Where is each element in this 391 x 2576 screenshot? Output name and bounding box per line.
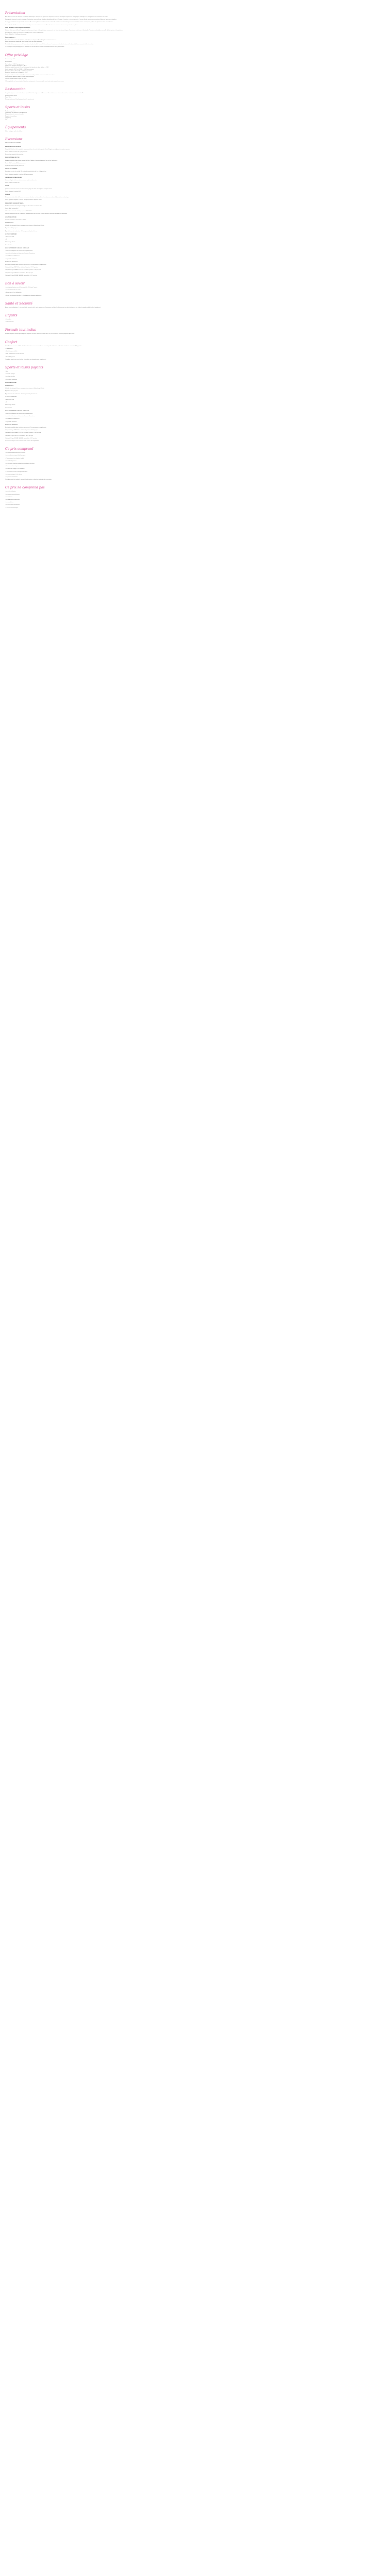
list-item: Randonnée pédestre — [5, 110, 16, 112]
enfants-line: - Chaises hautes — [5, 321, 14, 323]
excursions-note: Informations et tarifs valables jusqu'au 31/10/2019 — [5, 211, 32, 212]
transport-line: - Franchise obligatoire en assurance complémentaire — [5, 250, 33, 252]
list-item: Réduction enfant (moins de 12 ans) partageant la chambre de deux adultes : - 195 € — [5, 67, 50, 69]
restauration-list — [5, 95, 236, 100]
excursion-line: Durée : journée complète / environ 72 € par personne, déjeuner inclus — [5, 199, 42, 201]
presentation-paragraph: Paysages de lagunes de cratère, champs d'hortensias, sources d'eaux chaudes, plantations de thé et d'ananas : la nature y est omniprésente. L'océan offre de nombreuses occasions d'observer baleines et dauphins. — [5, 19, 117, 21]
transport-title: AVEC SUPPLÉMENT À RÉGLER SUR PLACE — [5, 247, 29, 249]
list-item: Supplément chambre individuelle : 285 € — [5, 65, 27, 67]
category-line: Catégorie C type VW POLO ou similaire : 45 € par jour — [5, 272, 33, 274]
heading-restauration: Restauration — [5, 88, 26, 92]
excursion-title: PARC NATIONAL DE L'ÎLE — [5, 157, 20, 159]
confort-text: Hôtel 4 étoiles au cœur de l'île, chambres climatisées avec vue sur la mer ou sur le jardin, télévision, coffre-fort, mini-bar et connexion Wifi gratuite. — [5, 345, 82, 347]
category-line: Catégorie A type FIAT 500 ou similaire (3 portes) : 32 € par jour — [5, 430, 38, 431]
ne-comprend-line: - Les repas non mentionnés — [5, 494, 20, 495]
formule-text: Pension complète incluant petit-déjeuner, déjeuner et dîner, boissons à table (eau, vin, jus de fruits) et activités proposées par l'hôtel. — [5, 333, 75, 335]
heading-confort: Confort — [5, 340, 18, 344]
restauration-text: Les petits-déjeuners sont inclus chaque jour à l'hôtel. Les déjeuners et dîners sont libres afin de vous laisser découvrir les nombreux restaurants de l'île. — [5, 93, 84, 94]
excursion-title: CATHÉDRALE ROYALE DU ROY — [5, 177, 23, 178]
closing-paragraph: Ce circuit peut être prolongé par une extension sur les îles de Pico et Faial. Demandez-nous un devis personnalisé. — [5, 46, 64, 48]
transport-line: - Le conducteur additionnel — [5, 256, 20, 257]
list-item: Durée : 5 h à 6 h / 3 à 4 jours de marche. — [5, 34, 27, 36]
bon-savoir-line: - Aucun vaccin n'est obligatoire. — [5, 292, 22, 294]
sante-text: Aucun vaccin obligatoire. Il est conseillé de se munir de la carte européenne d'assurance maladie. Les Açores sont une destination sûre, les règles de prudence habituelles s'appliquent. — [5, 307, 101, 308]
sports2-line: - Location de vélos — [5, 376, 15, 378]
ce-prix-line: - Les taxes aéroport et de séjour — [5, 473, 22, 475]
sports2-line: - Spa — [5, 370, 8, 372]
list-item: Réduction 3e adulte en lit d'appoint : - 75 € — [5, 72, 28, 74]
list-item: Observation des baleines et des dauphins — [5, 112, 27, 114]
tarifs-list — [5, 64, 236, 74]
heading-equipements: Équipements — [5, 126, 26, 130]
transport-title: LE PRIX COMPREND — [5, 233, 17, 235]
category-line: Catégorie B type RENAULT CLIO ou similaire (5 portes) : 38 € par jour — [5, 432, 41, 434]
excursion-line: Durée : 2 h 30 / environ 36 € par personne — [5, 151, 27, 152]
sports-list — [5, 111, 236, 121]
ce-prix-line: - L'assurance tous risques — [5, 466, 19, 467]
list-item: Plongée et snorkeling — [5, 115, 17, 117]
heading-sports: Sports et loisirs — [5, 105, 30, 109]
list-item: Baignade dans les sources chaudes — [5, 114, 24, 115]
location2-line: - Le conducteur additionnel — [5, 418, 20, 420]
excursion-line: Durée : 1 h 30 / environ 18 € — [5, 182, 20, 184]
ce-prix-line: - La voiture de location pendant toute la durée du séjour — [5, 463, 35, 464]
heading-presentation: Présentation — [5, 11, 25, 15]
list-item: Dîner au restaurant Casa Açoriana inclus le premier soir — [5, 98, 35, 100]
location2-line: Âge minimum du conducteur : 21 ans, permis de plus d'un an. — [5, 393, 38, 395]
excursions-intro: DÉCOUVERTE & ÉCHAPPÉES — [5, 143, 22, 144]
confort-line: - Accès Wifi gratuit — [5, 356, 15, 358]
ce-prix-note: Tarifs donnés à titre indicatif, susceptibles d'évoluer en fonction de la date de réservation. — [5, 479, 52, 481]
list-item: Excursion d'observation des baleines et dauphins au départ de Ponta Delgada, sortie d'environ 3 h. — [5, 39, 57, 41]
heading-ne-comprend: Ce prix ne comprend pas — [5, 486, 45, 490]
bon-savoir-line: - Le décalage horaire avec la France est de - 2 h toute l'année. — [5, 287, 38, 289]
excursion-title: BALADE À LA DÉCOUVERTE — [5, 146, 21, 147]
excursion-line: Départ de l'hôtel tous les jours à 9 h. — [5, 165, 25, 166]
enfants-line: - Lits bébés — [5, 319, 11, 320]
bon-savoir-line: - La monnaie locale est l'euro. — [5, 290, 21, 291]
presentation-paragraph: Ce voyage en liberté vous permet de découvrir l'île à votre rythme, au volant de votre voiture de location, avec des hébergements confortables et des conseils pour profiter des plus beaux sites de randonnée. — [5, 22, 113, 23]
transport-title: FORMULE VTO — [5, 223, 14, 224]
confort-line: - Télévision par satellite — [5, 351, 18, 352]
category-line: Catégorie A type FIAT 500 ou similaire (3 portes) : 32 € par jour — [5, 267, 38, 268]
offre-line: Vos avantages Offre — [5, 58, 16, 60]
highlight-text: Situé en plein cœur de Ponta Delgada, à quelques pas du port et des principaux monuments, cet hôtel de charme dispose d'une piscine extérieure et d'un jardin. Chambres confortables avec salle de bain privée et climatisation. — [5, 30, 123, 31]
excursion-line: Durée : 4 h / environ 45 € — [5, 208, 19, 209]
heading-formule: Formule tout inclus — [5, 328, 36, 332]
excursion-line: Réservation auprès de la réception. — [5, 154, 24, 156]
list-item: Tarif de base : 1 035 € par personne — [5, 64, 24, 65]
ce-prix-line: - Les vols internationaux aller et retour — [5, 452, 26, 454]
location2-line: Kilométrage illimité — [5, 404, 15, 406]
confort-line: - Salle de bains avec sèche-cheveux — [5, 353, 24, 355]
list-item: Petits-déjeuners inclus — [5, 95, 17, 97]
excursion-line: Randonnée autour de la Lagoa do Fogo, lac de cratère au cœur de l'île. — [5, 205, 42, 207]
sports2-line: - Excursions en bateau — [5, 379, 17, 380]
transport-line: Véhicule de catégorie A avec assurance tous risques et kilométrage illimité. — [5, 225, 44, 227]
excursion-line: Journée au bord de l'océan avec accès à une plage de sable volcanique et transport inclus. — [5, 188, 53, 190]
excursion-line: Visite de l'église et de son trésor avec un guide conférencier. — [5, 179, 37, 181]
ce-prix-line: - L'hébergement en chambre double — [5, 457, 24, 459]
location2-line: - Le plein de carburant — [5, 421, 17, 422]
location2-heading: LOCATION VOITURE — [5, 382, 17, 383]
excursion-line: Durée : journée / environ 40 € — [5, 191, 21, 192]
ce-prix-line: - Les petits-déjeuners — [5, 460, 17, 462]
list-item: Taxes de séjour locales à régler sur place. — [5, 78, 27, 79]
tarifs-closing: Offre applicable sur les prestations hôtelières uniquement et non cumulable avec toute autre promotion en cours. — [5, 80, 64, 82]
ne-comprend-line: - Les excursions facultatives — [5, 504, 20, 506]
heading-ce-prix: Ce prix comprend — [5, 447, 34, 451]
excursion-line: Durée : 5 h / environ 48 € par personne — [5, 162, 26, 164]
transport-line: Taxes locales — [5, 244, 12, 246]
closing-paragraph: Tarifs indicatifs par personne sur la base d'une chambre double, hors vols internationaux. Les prix varient selon la saison et les disponibilités au moment de la réservation. — [5, 44, 94, 45]
confort-note: Chambres supérieures avec balcon disponibles sur demande avec supplément. — [5, 359, 46, 360]
category-line: Catégorie D type NISSAN QASHQAI ou similaire : 62 € par jour — [5, 275, 38, 276]
location2-supp-title: AVEC SUPPLÉMENT À RÉGLER SUR PLACE — [5, 410, 29, 412]
content-column — [0, 0, 391, 509]
location2-line: - Les frais de livraison en dehors des horaires d'ouverture — [5, 416, 35, 417]
ce-prix-line: - Le carnet de voyage et le road-book — [5, 468, 25, 470]
location2-line: - Franchise obligatoire en assurance complémentaire — [5, 413, 33, 414]
location2-line: Restitution possible dans toutes les agences de l'île moyennant un supplément. — [5, 427, 47, 428]
excursion-title: SOLEIL — [5, 185, 9, 187]
category-line: Catégorie B type RENAULT CLIO ou similaire (5 portes) : 38 € par jour — [5, 269, 41, 271]
ne-comprend-line: - Les pourboires — [5, 502, 14, 503]
location2-line: Taxes locales — [5, 407, 12, 409]
excursion-line: Découverte de la vallée de Furnas, ses sources chaudes, ses fumerolles et son fameux cozido cuit dans la terre volcanique. — [5, 197, 69, 198]
transport-line: Tarifs et conditions, réservation à l'hôtel. — [5, 219, 26, 221]
location2-line: - TP — [5, 402, 7, 403]
transport-line: - Le plein de carburant — [5, 258, 17, 260]
transport-line: À partir de 32 € par jour. — [5, 228, 18, 229]
supplement-title: Nous suggérons : — [5, 37, 15, 38]
list-item: Repas libres — [5, 97, 12, 98]
offre-line: Réservez-tôt — [5, 61, 12, 62]
list-item: Petit-déjeuner et dîner au restaurant Casa Açoriana, cuisine traditionnelle. — [5, 32, 44, 34]
ne-comprend-line: - L'assurance multirisque — [5, 507, 19, 509]
heading-offre: Offre privilège — [5, 53, 28, 57]
list-item: Période de Noël et Nouvel An : + 85 € par personne — [5, 70, 32, 72]
list-item: Golf — [5, 118, 8, 120]
transport-title: RENVOI DE VÉHICULE — [5, 261, 18, 263]
presentation-paragraph: Un road-book détaillé vous est remis avant le départ avec des itinéraires conseillés et les bonnes adresses de nos correspondants sur place. — [5, 24, 78, 26]
excursion-line: Durée : journée complète / environ 65 € par personne — [5, 174, 34, 175]
ce-prix-line: - La garantie annulation — [5, 477, 18, 478]
ce-prix-line: - L'assistance de notre correspondant local — [5, 471, 27, 472]
location2-line: - Assurance CDW — [5, 399, 14, 400]
location2-closing: Tarifs communiqués à titre indicatif, sous réserve de disponibilité. — [5, 440, 39, 442]
excursion-line: Randonnée guidée dans le parc naturel de Sete Cidades et ses lacs jumeaux, l'un vert et l'autre bleu. — [5, 160, 58, 161]
transport-line: - TP — [5, 239, 7, 241]
list-item: Les tarifs sont garantis jusqu'à 90 jours avant le départ. — [5, 76, 35, 78]
location2-line: Véhicule de catégorie A avec assurance tous risques et kilométrage illimité. — [5, 388, 44, 389]
ne-comprend-line: - Les frais de dossier — [5, 491, 16, 493]
heading-sports-payants: Sports et loisirs payants — [5, 365, 43, 369]
excursion-line: Départ de l'hôtel en fin de matinée, promenade dans le centre historique de Ponta Delgada, ses églises et ses places pavées. — [5, 148, 70, 150]
location2-comprend-title: LE PRIX COMPREND — [5, 396, 17, 398]
category-line: Catégorie D type NISSAN QASHQAI ou similaire : 62 € par jour — [5, 437, 38, 439]
tarifs-notes — [5, 75, 236, 80]
ce-prix-line: - Les transferts aéroport-hôtel-aéroport — [5, 455, 26, 456]
ne-comprend-line: - Les dépenses personnelles — [5, 499, 20, 501]
location2-line: À partir de 32 € par jour. — [5, 391, 18, 392]
excursion-title: FURNAS — [5, 194, 10, 195]
confort-line: - Climatisation — [5, 348, 13, 349]
list-item: Canyoning — [5, 117, 11, 118]
excursion-title: SUD DE LA DOMAINE — [5, 168, 18, 170]
extras-list — [5, 32, 236, 36]
list-item: Entrée aux sources chaudes de Terra Nostra, accès au jardin botanique. — [5, 41, 42, 43]
presentation-paragraph: À 1115 km à l'ouest de Lisbonne, au cœur de l'Atlantique, l'archipel des Açores est composé de neuf îles volcaniques réparties en trois groupes. São Miguel, la plus grande, est surnommée l'île verte. — [5, 16, 108, 18]
sports2-line: - Cours de plongée — [5, 374, 15, 375]
heading-enfants: Enfants — [5, 314, 18, 318]
transport-line: - Les frais de livraison en dehors des horaires d'ouverture — [5, 253, 35, 255]
excursion-line: Excursion vers la côte sud de l'île, visite d'une plantation de thé et dégustation. — [5, 171, 46, 173]
transport-line: Restitution possible dans toutes les agences de l'île moyennant un supplément. — [5, 264, 47, 266]
highlight-label: Hôtel Talisman, Ponta Delgada ou similaire — [5, 27, 30, 28]
location2-renvoi-title: RENVOI DE VÉHICULE — [5, 424, 18, 426]
transport-line: - Assurance CDW — [5, 236, 14, 238]
heading-excursions: Excursions — [5, 138, 23, 142]
list-item: Les prix sont donnés à titre indicatif et sont soumis à disponibilité au moment de la réservation. — [5, 75, 55, 76]
transport-intro: Vous ne manquerez de rien : transferts aéroport-hôtel aller et retour inclus, voiture de location disponible sur demande. — [5, 213, 68, 215]
supplements-list — [5, 40, 236, 43]
category-line: Catégorie C type VW POLO ou similaire : 45 € par jour — [5, 435, 33, 436]
bon-savoir-line: - Prévoir un vêtement de pluie, le climat pouvant changer rapidement. — [5, 295, 42, 296]
transport-line: Kilométrage illimité — [5, 242, 15, 243]
transport-title: LOCATION VOITURE — [5, 216, 17, 218]
heading-sante: Santé et Sécurité — [5, 301, 32, 306]
excursion-title: RANDONNÉE LAGUNA ET NAIXA — [5, 202, 24, 204]
location2-formule-title: FORMULE VTO — [5, 385, 14, 386]
ne-comprend-line: - Les boissons — [5, 496, 13, 498]
equipements-text: Salon, boutique, salle de coiffure. — [5, 131, 23, 132]
list-item: Haute saison du 01/07 au 31/08 : + 120 € par personne — [5, 69, 35, 70]
heading-bon-savoir: Bon à savoir — [5, 282, 25, 286]
transport-line: Âge minimum du conducteur : 21 ans, permis de plus d'un an. — [5, 230, 38, 232]
